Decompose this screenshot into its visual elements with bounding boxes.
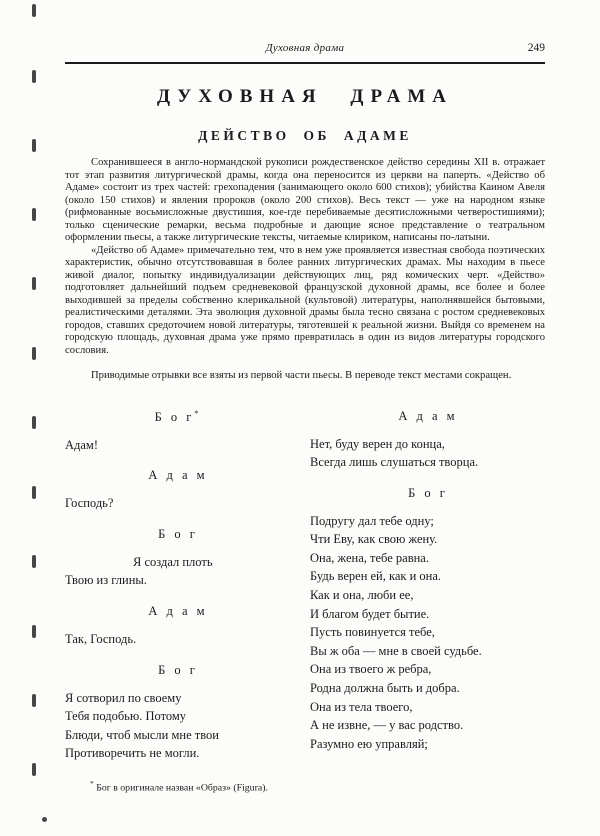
verse-line: Она, жена, тебе равна. bbox=[310, 550, 429, 565]
scan-artifact bbox=[32, 625, 36, 638]
verse-line: Всегда лишь слушаться творца. bbox=[310, 455, 479, 470]
scan-artifact bbox=[32, 486, 36, 499]
verse-line: Твою из глины. bbox=[65, 573, 147, 588]
verse-line: Я создал плоть bbox=[133, 554, 213, 569]
verse-line: Разумно ею управляй; bbox=[310, 736, 428, 751]
verse-line: Пусть повинуется тебе, bbox=[310, 625, 435, 640]
verse-line: Блюди, чтоб мысли мне твои bbox=[65, 727, 219, 742]
speaker-name: Б о г bbox=[154, 409, 194, 424]
section-title: ДЕЙСТВО ОБ АДАМЕ bbox=[198, 128, 412, 143]
verse-line: Подругу дал тебе одну; bbox=[310, 513, 434, 528]
verse-block bbox=[65, 436, 290, 455]
speaker-heading bbox=[65, 409, 290, 425]
verse-line: Так, Господь. bbox=[65, 632, 137, 647]
verse-line: Противоречить не могли. bbox=[65, 746, 200, 761]
verse-block bbox=[310, 512, 545, 754]
scan-artifact bbox=[32, 139, 36, 152]
verse-block bbox=[65, 494, 290, 513]
running-header-title: Духовная драма bbox=[265, 42, 345, 54]
verse-line: Будь верен ей, как и она. bbox=[310, 569, 442, 584]
verse-line: Господь? bbox=[65, 496, 114, 511]
verse-line: Адам! bbox=[65, 437, 99, 452]
verse-line: Я сотворил по своему bbox=[65, 690, 182, 705]
scan-artifact bbox=[32, 694, 36, 707]
verse-line: Чти Еву, как свою жену. bbox=[310, 532, 438, 547]
footnote bbox=[65, 779, 545, 793]
scan-artifact bbox=[32, 347, 36, 360]
verse-block bbox=[65, 630, 290, 649]
dialogue-column-left bbox=[65, 409, 290, 764]
verse-line: И благом будет бытие. bbox=[310, 606, 430, 621]
scan-artifact bbox=[32, 70, 36, 83]
running-header bbox=[65, 42, 545, 56]
verse-line: Тебя подобью. Потому bbox=[65, 709, 187, 724]
footnote-text: Бог в оригинале назван «Образ» (Figura). bbox=[96, 782, 268, 794]
verse-line: Нет, буду верен до конца, bbox=[310, 436, 445, 451]
scan-artifact bbox=[32, 277, 36, 290]
footnote-marker: * bbox=[90, 779, 94, 788]
speaker-heading: А д а м bbox=[148, 604, 207, 619]
verse-block bbox=[65, 553, 290, 590]
verse-line: Как и она, люби ее, bbox=[310, 588, 414, 603]
dialogue bbox=[65, 409, 545, 764]
intro-paragraph: «Действо об Адаме» примечательно тем, что в нем уже проявляется известная свобода поэтических характеристик, обычно отсутствовавшая в более ранних литургических драмах. Мы находим в пьесе живой диалог, попытку индивидуализации действующих лиц, ряд комических черт. «Действо» подготовляет дальнейший подъем средневековой французской духовной драмы, все более и более выходившей за пределы собственно клерикальной (культовой) литературы, наполнявшейся бытовыми, реалистическими деталями. Эта эволюция духовной драмы была тесно связана с ростом средневековых городов, ставших средоточием новой литературы, тяготевшей к реальной жизни. Выйдя со временем на городскую площадь, духовная драма уже прямо превратилась в один из видов литературы городского сословия. bbox=[65, 244, 545, 356]
verse-line: Она из тела твоего, bbox=[310, 699, 413, 714]
scan-artifact bbox=[32, 555, 36, 568]
introduction bbox=[65, 157, 545, 383]
chapter-title: ДУХОВНАЯ ДРАМА bbox=[156, 86, 454, 107]
dialogue-column-right bbox=[310, 409, 545, 764]
verse-line: Родна должна быть и добра. bbox=[310, 681, 460, 696]
verse-line: Вы ж оба — мне в своей судьбе. bbox=[310, 643, 482, 658]
scan-artifact bbox=[42, 817, 47, 822]
verse-block bbox=[310, 435, 545, 472]
scan-artifact bbox=[32, 208, 36, 221]
verse-block bbox=[65, 689, 290, 763]
scan-artifact bbox=[32, 4, 36, 17]
scan-artifact bbox=[32, 763, 36, 776]
page-number: 249 bbox=[527, 42, 545, 54]
verse-line: А не извне, — у вас родство. bbox=[310, 718, 464, 733]
speaker-heading: Б о г bbox=[158, 526, 197, 541]
intro-paragraph: Сохранившееся в англо-нормандской рукописи рождественское действо середины XII в. отражает тот этап развития литургической драмы, когда она переносится из церкви на паперть. «Действо об Адаме» состоит из трех частей: грехопадения (занимающего около 600 стихов); убийства Каином Авеля (около 150 стихов) и явления пророков (около 200 стихов). Весь текст — уже на народном языке (рифмованные восьмисложные двустишия, кое-где перебиваемые десятисложными четверостишиями); только сценические ремарки, весьма подробные и дающие ясное представление о театральном оформлении пьесы, а также литургические тексты, читаемые клириком, написаны по-латыни. bbox=[65, 157, 545, 243]
speaker-heading: А д а м bbox=[398, 408, 457, 423]
footnote-marker: * bbox=[194, 408, 201, 418]
verse-line: Она из твоего ж ребра, bbox=[310, 662, 432, 677]
scan-artifact bbox=[32, 416, 36, 429]
intro-paragraph: Приводимые отрывки все взяты из первой части пьесы. В переводе текст местами сокращен. bbox=[91, 370, 512, 381]
speaker-heading: Б о г bbox=[408, 485, 447, 500]
speaker-heading: А д а м bbox=[148, 468, 207, 483]
speaker-heading: Б о г bbox=[158, 662, 197, 677]
header-rule bbox=[65, 62, 545, 64]
